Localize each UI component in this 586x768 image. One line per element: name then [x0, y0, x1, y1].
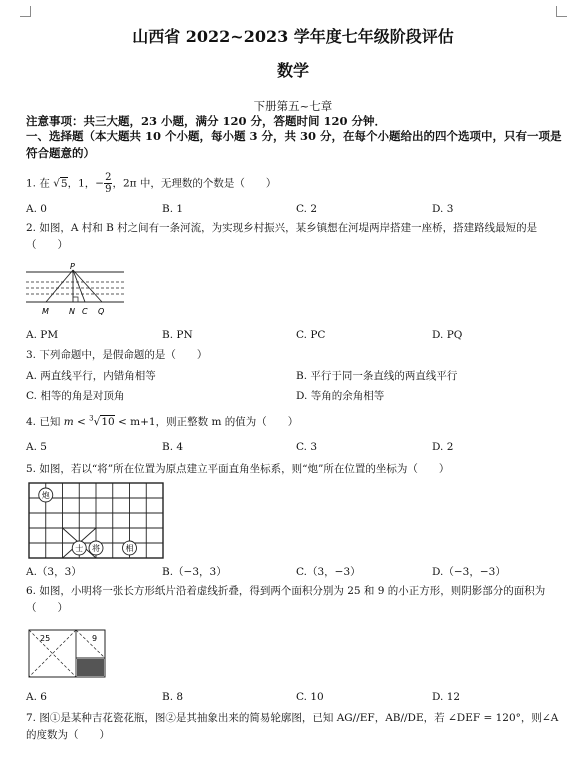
- chess-board-figure: [26, 480, 166, 560]
- q4-root-arg: 10: [101, 416, 115, 428]
- question-7: 7. 图①是某种吉花瓷花瓶，图②是其抽象出来的简易轮廓图，已知 AG//EF，AB//DE，若 ∠DEF = 120°，则∠A 的度数为（ ）: [26, 712, 559, 741]
- q3-option-c[interactable]: C. 相等的角是对顶角: [26, 390, 125, 402]
- q4-option-c[interactable]: C. 3: [296, 441, 318, 453]
- page-title: 山西省 2022~2023 学年度七年级阶段评估: [132, 27, 454, 46]
- q1-option-b[interactable]: B. 1: [162, 203, 184, 215]
- q4-ineq-left: m <: [63, 416, 86, 428]
- svg-text:炮: 炮: [41, 491, 50, 500]
- svg-text:将: 将: [92, 544, 100, 553]
- corner-mark-top-right: [556, 6, 567, 17]
- q1-fraction: $\frac{2}{9}$: [105, 172, 112, 195]
- q5-option-c[interactable]: C.（3，−3）: [296, 566, 361, 578]
- q1-prefix: 1. 在: [26, 177, 50, 190]
- question-2: 2. 如图，A 村和 B 村之间有一条河流，为实现乡村振兴，某乡镇想在河堤两岸搭建一座桥，搭建路线最短的是（ ）: [26, 222, 538, 251]
- q2-option-b[interactable]: B. PN: [162, 329, 193, 341]
- q1-sqrt-arg: 5: [60, 177, 68, 190]
- svg-text:25: 25: [40, 634, 51, 643]
- subject-title: 数学: [276, 61, 309, 80]
- q6-option-a[interactable]: A. 6: [26, 691, 47, 703]
- q2-option-c[interactable]: C. PC: [296, 329, 326, 341]
- q1-tail: ，2π 中，无理数的个数是（ ）: [112, 177, 277, 190]
- corner-mark-top-left: [20, 6, 31, 17]
- q1-option-d[interactable]: D. 3: [432, 203, 454, 215]
- chapter-range: 下册第五~七章: [253, 99, 333, 113]
- question-1: 1. 在 √5，1，− $\frac{2}{9}$ ，2π 中，无理数的个数是（ ）: [26, 172, 277, 195]
- q5-option-b[interactable]: B.（−3，3）: [162, 566, 227, 578]
- q6-option-c[interactable]: C. 10: [296, 691, 324, 703]
- label-n: N: [69, 307, 75, 316]
- q3-option-b[interactable]: B. 平行于同一条直线的两直线平行: [296, 370, 458, 382]
- q6-option-b[interactable]: B. 8: [162, 691, 184, 703]
- q6-option-d[interactable]: D. 12: [432, 691, 461, 703]
- q3-option-d[interactable]: D. 等角的余角相等: [296, 390, 385, 402]
- q4-ineq-right: < m+1，则正整数 m 的值为（ ）: [118, 416, 299, 428]
- bridge-river-figure: [26, 262, 126, 320]
- question-4: 4. 已知 m < $^3$√10 < m+1，则正整数 m 的值为（ ）: [26, 414, 299, 428]
- q2-option-a[interactable]: A. PM: [26, 329, 59, 341]
- q4-option-b[interactable]: B. 4: [162, 441, 184, 453]
- q1-option-c[interactable]: C. 2: [296, 203, 318, 215]
- svg-text:士: 士: [75, 544, 84, 553]
- question-3: 3. 下列命题中，是假命题的是（ ）: [26, 349, 208, 361]
- label-p: P: [70, 262, 75, 271]
- question-5: 5. 如图，若以“将”所在位置为原点建立平面直角坐标系，则“炮”所在位置的坐标为（ ）: [26, 463, 450, 475]
- section-heading: 一、选择题（本大题共 10 个小题，每小题 3 分，共 30 分，在每个小题给出的四个选项中，只有一项是符合题意的）: [26, 129, 562, 160]
- q4-root-index: 3: [89, 414, 94, 423]
- label-m: M: [42, 307, 49, 316]
- q1-mid: ，1，: [67, 177, 96, 190]
- q1-option-a[interactable]: A. 0: [26, 203, 47, 215]
- folded-rectangle-figure: [28, 629, 108, 679]
- q5-option-d[interactable]: D.（−3，−3）: [432, 566, 506, 578]
- svg-text:相: 相: [125, 544, 134, 553]
- exam-notice: 注意事项：共三大题，23 小题，满分 120 分，答题时间 120 分钟．: [26, 114, 387, 128]
- question-6: 6. 如图，小明将一张长方形纸片沿着虚线折叠，得到两个面积分别为 25 和 9 的小正方形，则阴影部分的面积为（ ）: [26, 585, 546, 614]
- q4-option-a[interactable]: A. 5: [26, 441, 47, 453]
- q2-option-d[interactable]: D. PQ: [432, 329, 463, 341]
- q4-option-d[interactable]: D. 2: [432, 441, 454, 453]
- label-c: C: [82, 307, 88, 316]
- q4-prefix: 4. 已知: [26, 416, 61, 428]
- svg-text:9: 9: [92, 634, 98, 643]
- q3-option-a[interactable]: A. 两直线平行，内错角相等: [26, 370, 156, 382]
- shaded-region: [77, 659, 104, 676]
- label-q: Q: [98, 307, 105, 316]
- q5-option-a[interactable]: A.（3，3）: [26, 566, 82, 578]
